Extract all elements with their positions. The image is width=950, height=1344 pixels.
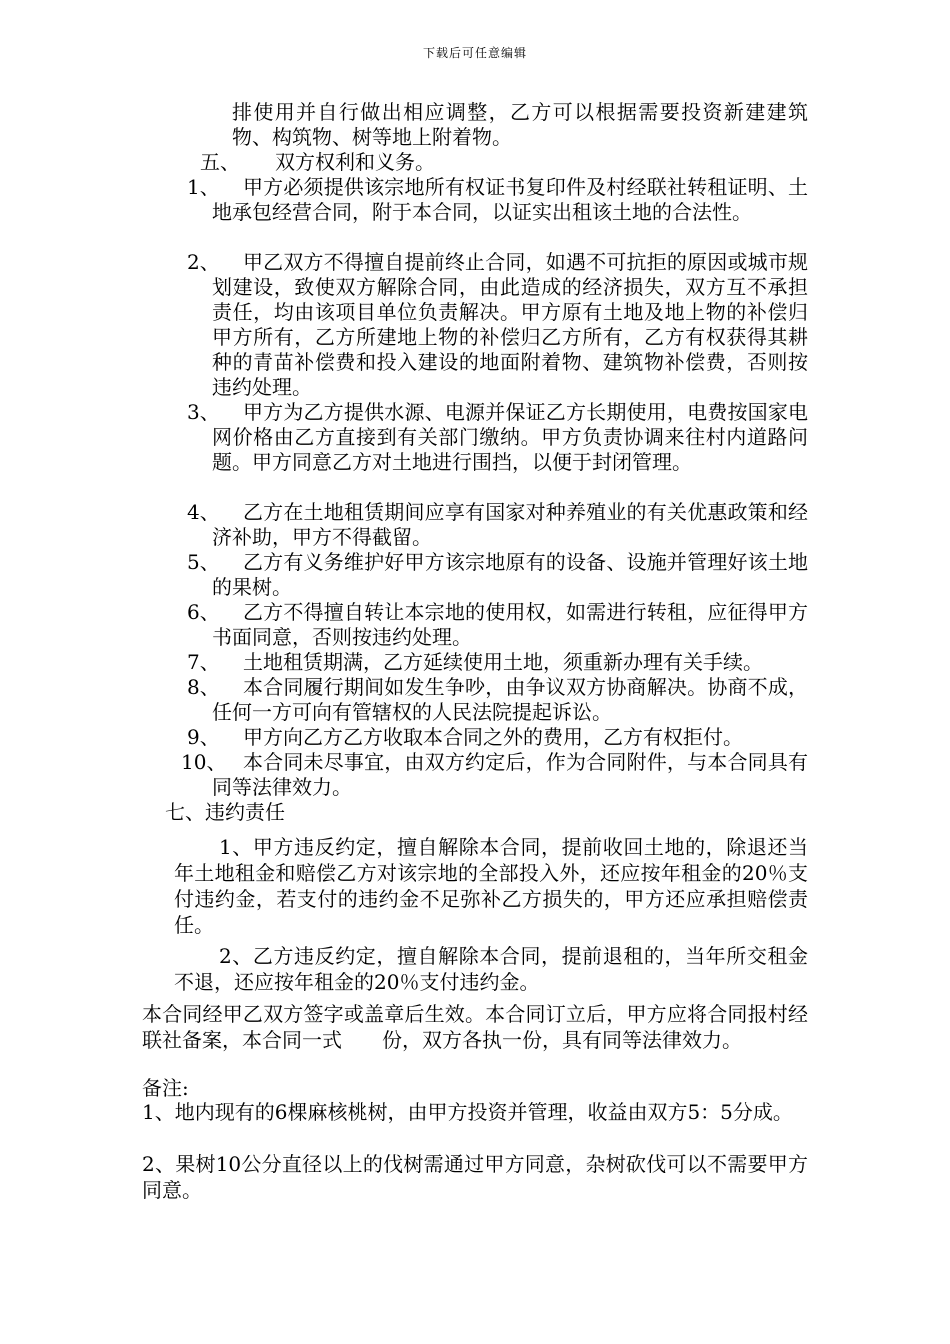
liability-2: 2、乙方违反约定，擅自解除本合同，提前退租的，当年所交租金不退，还应按年租金的20％支付违约金。 (174, 944, 808, 994)
item-5-text: 乙方有义务维护好甲方该宗地原有的设备、设施并管理好该土地的果树。 (212, 550, 808, 599)
item-2-text: 甲乙双方不得擅自提前终止合同，如遇不可抗拒的原因或城市规划建设，致使双方解除合同，由此造成的经济损失，双方互不承担责任，均由该项目单位负责解决。甲方原有土地及地上物的补偿归甲方所有，乙方所建地上物的补偿归乙方所有，乙方有权获得其耕种的青苗补偿费和投入建设的地面附着物、建筑物补偿费，否则按违约处理。 (212, 250, 808, 399)
item-5-number: 5、 (187, 550, 220, 574)
item-2-number: 2、 (187, 250, 220, 274)
item-4-number: 4、 (187, 500, 220, 524)
item-6-number: 6、 (187, 600, 220, 624)
item-8-text: 本合同履行期间如发生争吵，由争议双方协商解决。协商不成，任何一方可向有管辖权的人民法院提起诉讼。 (212, 675, 808, 724)
remarks-label: 备注: (142, 1076, 189, 1100)
item-4-text: 乙方在土地租赁期间应享有国家对种养殖业的有关优惠政策和经济补助，甲方不得截留。 (212, 500, 808, 549)
page-header: 下载后可任意编辑 (422, 46, 527, 60)
remark-2: 2、果树10公分直径以上的伐树需通过甲方同意，杂树砍伐可以不需要甲方同意。 (142, 1152, 808, 1202)
item-9-number: 9、 (187, 725, 220, 749)
remark-1: 1、地内现有的6棵麻核桃树，由甲方投资并管理，收益由双方5：5分成。 (142, 1100, 793, 1124)
item-1-text: 甲方必须提供该宗地所有权证书复印件及村经联社转租证明、土地承包经营合同，附于本合同，以证实出租该土地的合法性。 (212, 175, 808, 224)
item-3-text: 甲方为乙方提供水源、电源并保证乙方长期使用，电费按国家电网价格由乙方直接到有关部门缴纳。甲方负责协调来往村内道路问题。甲方同意乙方对土地进行围挡，以便于封闭管理。 (212, 400, 808, 474)
effect-clause: 本合同经甲乙双方签字或盖章后生效。本合同订立后，甲方应将合同报村经联社备案，本合同一式 份，双方各执一份，具有同等法律效力。 (142, 1002, 808, 1052)
item-3-number: 3、 (187, 400, 220, 424)
item-10-text: 本合同未尽事宜，由双方约定后，作为合同附件，与本合同具有同等法律效力。 (212, 750, 808, 799)
item-8-number: 8、 (187, 675, 220, 699)
section5-number: 五、 (200, 150, 240, 174)
paragraph-continued: 排使用并自行做出相应调整，乙方可以根据需要投资新建建筑物、构筑物、树等地上附着物。 (232, 100, 808, 149)
liability-1: 1、甲方违反约定，擅自解除本合同，提前收回土地的，除退还当年土地租金和赔偿乙方对该宗地的全部投入外，还应按年租金的20％支付违约金，若支付的违约金不足弥补乙方损失的，甲方还应承担赔偿责任。 (174, 835, 808, 937)
item-7-number: 7、 (187, 650, 220, 674)
item-1-number: 1、 (187, 175, 220, 199)
item-7-text: 土地租赁期满，乙方延续使用土地，须重新办理有关手续。 (243, 650, 763, 674)
item-9-text: 甲方向乙方乙方收取本合同之外的费用，乙方有权拒付。 (243, 725, 743, 749)
section7-heading: 七、违约责任 (165, 800, 285, 824)
section5-title: 双方权利和义务。 (275, 150, 435, 174)
item-6-text: 乙方不得擅自转让本宗地的使用权，如需进行转租，应征得甲方书面同意，否则按违约处理。 (212, 600, 808, 649)
item-10-number: 10、 (181, 750, 227, 774)
